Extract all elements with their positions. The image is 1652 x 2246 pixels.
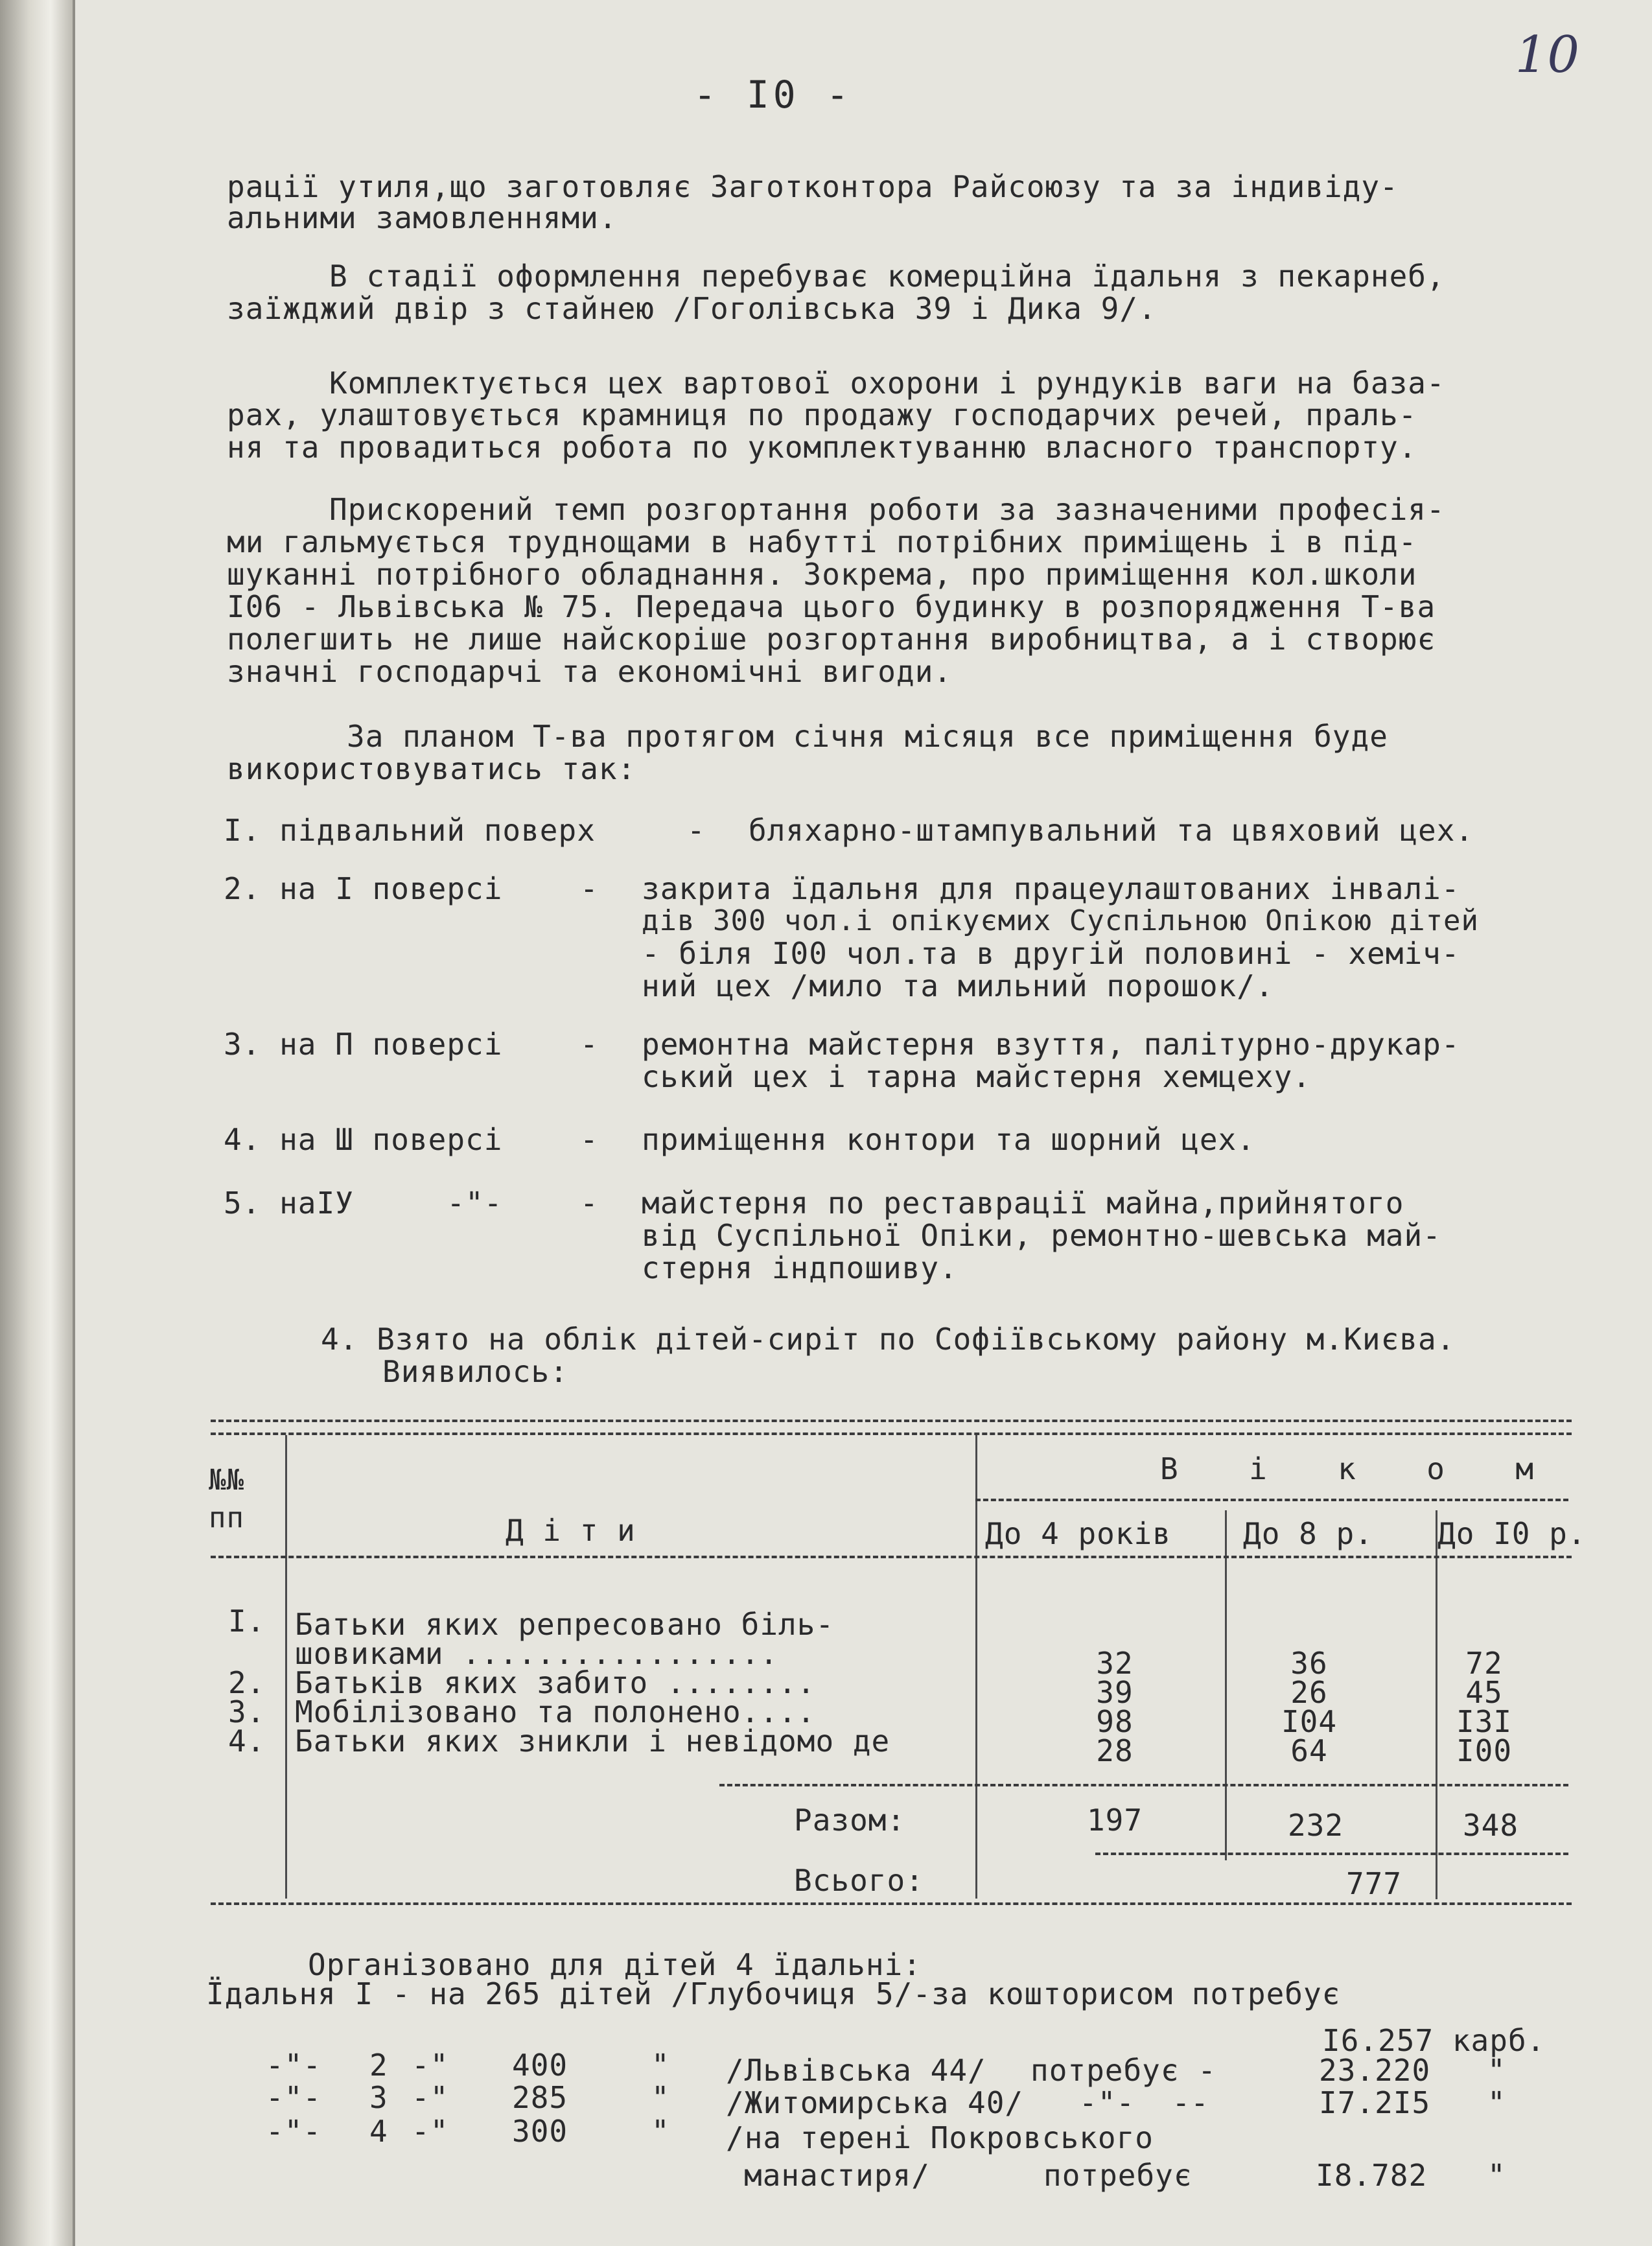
table-rule — [1095, 1853, 1568, 1855]
handwritten-page-number: 10 — [1515, 26, 1579, 84]
canteen-kids: 400 — [512, 2048, 568, 2083]
total-label: Разом: — [794, 1803, 906, 1838]
canteen-unit: " — [1487, 2158, 1506, 2193]
book-binding — [0, 0, 73, 2246]
col-header-age-10: До I0 р. — [1437, 1516, 1587, 1551]
canteen-kids: 285 — [512, 2080, 568, 2115]
cell-value: 39 — [1096, 1675, 1134, 1710]
text-line: полегшить не лише найскоріше розгортання виробництва, а і створює — [227, 622, 1436, 657]
table-rule — [719, 1784, 1568, 1786]
canteen-ditto: " — [651, 2048, 670, 2083]
floor-label: 4. на Ш поверсі — [224, 1122, 503, 1157]
canteen-sum: I7.2I5 — [1319, 2085, 1431, 2120]
text-line: заїжджий двір з стайнею /Гоголівська 39 і Дика 9/. — [227, 291, 1157, 326]
floor-desc: ський цех і тарна майстерня хемцеху. — [642, 1059, 1311, 1094]
canteen-need: потребує - — [1030, 2053, 1216, 2088]
table-vline — [285, 1435, 287, 1899]
floor-desc: - біля I00 чол.та в другій половині - хеміч- — [642, 936, 1460, 971]
canteen-ditto: -" — [412, 2080, 449, 2115]
total-value: 348 — [1462, 1808, 1519, 1843]
cell-value: I00 — [1456, 1733, 1513, 1768]
canteen-kids: 300 — [512, 2114, 568, 2149]
page-number: - I0 - — [693, 73, 853, 117]
text-line: використовуватись так: — [227, 751, 636, 786]
canteen-number: 4 — [369, 2114, 388, 2149]
col-header-number: №№ пп — [209, 1464, 244, 1534]
total-value: 232 — [1287, 1808, 1344, 1843]
canteen-unit: " — [1487, 2085, 1506, 2120]
floor-desc: майстерня по реставрації майна,прийнятого — [642, 1186, 1404, 1221]
text-line: Прискорений темп розгортання роботи за зазначеними професія- — [329, 492, 1445, 527]
canteen-ditto: -"- — [266, 2048, 322, 2083]
section-heading: 4. Взято на облік дітей-сиріт по Софіївському району м.Києва. — [321, 1322, 1456, 1357]
cell-value: 36 — [1290, 1646, 1328, 1681]
cell-value: 72 — [1465, 1646, 1503, 1681]
canteen-unit: " — [1487, 2053, 1506, 2088]
floor-desc: дів 300 чол.і опікуємих Суспільною Опікою дітей — [642, 904, 1480, 937]
table-vline — [1436, 1510, 1437, 1899]
canteen-address: манастиря/ — [744, 2158, 930, 2193]
grand-total-label: Всього: — [794, 1863, 924, 1898]
table-rule — [211, 1433, 1572, 1435]
canteen-address: /на терені Покровського — [726, 2120, 1154, 2155]
table-rule — [211, 1556, 1572, 1558]
text-line: шуканні потрібного обладнання. Зокрема, про приміщення кол.школи — [227, 557, 1417, 592]
floor-desc: бляхарно-штампувальний та цвяховий цех. — [749, 813, 1474, 848]
canteen-ditto: -"- — [266, 2080, 322, 2115]
floor-dash: - — [580, 1186, 599, 1221]
canteen-ditto: " — [651, 2114, 670, 2149]
text-line: Комплектується цех вартової охорони і рундуків ваги на база- — [329, 366, 1445, 401]
canteen-sum: 23.220 — [1319, 2053, 1431, 2088]
canteen-address: /Львівська 44/ — [726, 2053, 986, 2088]
text-line: I06 - Львівська № 75. Передача цього будинку в розпорядження Т-ва — [227, 589, 1436, 624]
canteen-number: 3 — [369, 2080, 388, 2115]
total-value: 197 — [1086, 1803, 1143, 1838]
text-line: За планом Т-ва протягом січня місяця все приміщення буде — [347, 719, 1388, 754]
canteen-ditto: " — [651, 2080, 670, 2115]
floor-label: 3. на П поверсі — [224, 1027, 503, 1062]
table-rule — [211, 1902, 1572, 1905]
canteen-ditto: -"- — [266, 2114, 322, 2149]
canteen-ditto: -" — [412, 2048, 449, 2083]
col-header-children: Д і т и — [506, 1513, 636, 1548]
canteen-need: потребує — [1043, 2158, 1192, 2193]
cell-value: 28 — [1096, 1733, 1134, 1768]
floor-label: 2. на I поверсі — [224, 871, 503, 906]
text-line: альними замовленнями. — [227, 200, 618, 235]
text-line: рах, улаштовується крамниця по продажу господарчих речей, праль- — [227, 397, 1417, 432]
row-label: Батьки яких зникли і невідомо де — [295, 1724, 890, 1759]
canteen-sum: I8.782 — [1316, 2158, 1428, 2193]
row-label: Мобілізовано та полонено.... — [295, 1694, 816, 1729]
section-heading: Виявилось: — [382, 1354, 568, 1389]
row-label: Батьки яких репресовано біль- — [295, 1607, 835, 1642]
grand-total-value: 777 — [1345, 1866, 1402, 1901]
floor-dash: - — [580, 1027, 599, 1062]
row-number: I. — [228, 1604, 266, 1639]
canteen-ditto: -" — [412, 2114, 449, 2149]
floor-desc: ний цех /мило та мильний порошок/. — [642, 968, 1274, 1003]
text-line: значні господарчі та економічні вигоди. — [227, 654, 953, 689]
table-rule — [975, 1499, 1568, 1501]
text-line: В стадії оформлення перебуває комерційна їдальня з пекарнеб, — [329, 259, 1445, 294]
floor-desc: приміщення контори та шорний цех. — [642, 1122, 1255, 1157]
cell-value: I04 — [1281, 1704, 1338, 1739]
col-header-age-8: До 8 р. — [1243, 1516, 1373, 1551]
cell-value: I3I — [1456, 1704, 1513, 1739]
cell-value: 32 — [1096, 1646, 1134, 1681]
floor-label: I. підвальний поверх — [224, 813, 596, 848]
floor-desc: стерня індпошиву. — [642, 1250, 958, 1285]
row-label: Батьків яких забито ........ — [295, 1665, 816, 1700]
row-number: 4. — [228, 1724, 266, 1759]
floor-dash: - — [580, 871, 599, 906]
cell-value: 64 — [1290, 1733, 1328, 1768]
text-line: рації утиля,що заготовляє Заготконтора Райсоюзу та за індивіду- — [227, 169, 1399, 204]
row-label: шовиками ................. — [295, 1636, 779, 1671]
cell-value: 26 — [1290, 1675, 1328, 1710]
row-number: 3. — [228, 1694, 266, 1729]
floor-dash: - — [687, 813, 706, 848]
text-line: Організовано для дітей 4 їдальні: — [308, 1947, 922, 1982]
canteen-need: -"- -- — [1079, 2085, 1209, 2120]
floor-label: 5. наIУ -"- — [224, 1186, 503, 1221]
row-number: 2. — [228, 1665, 266, 1700]
col-header-age: В і к о м — [1160, 1451, 1546, 1486]
table-rule — [211, 1420, 1572, 1422]
canteen-number: 2 — [369, 2048, 388, 2083]
table-vline — [1225, 1510, 1227, 1860]
text-line: I6.257 карб. — [1322, 2023, 1546, 2058]
cell-value: 45 — [1465, 1675, 1503, 1710]
floor-desc: ремонтна майстерня взуття, палітурно-друкар- — [642, 1027, 1460, 1062]
floor-desc: закрита їдальня для працеулаштованих інвалі- — [642, 871, 1460, 906]
text-line: ми гальмується труднощами в набутті потрібних приміщень і в під- — [227, 524, 1417, 559]
page-edge — [73, 0, 75, 2246]
floor-desc: від Суспільної Опіки, ремонтно-шевська май- — [642, 1218, 1441, 1253]
table-vline — [975, 1435, 977, 1899]
text-line: Їдальня I - на 265 дітей /Глубочиця 5/-за кошторисом потребує — [206, 1976, 1341, 2011]
cell-value: 98 — [1096, 1704, 1134, 1739]
text-line: ня та провадиться робота по укомплектуванню власного транспорту. — [227, 430, 1417, 465]
canteen-address: /Житомирська 40/ — [726, 2085, 1024, 2120]
col-header-age-4: До 4 років — [985, 1516, 1171, 1551]
floor-dash: - — [580, 1122, 599, 1157]
